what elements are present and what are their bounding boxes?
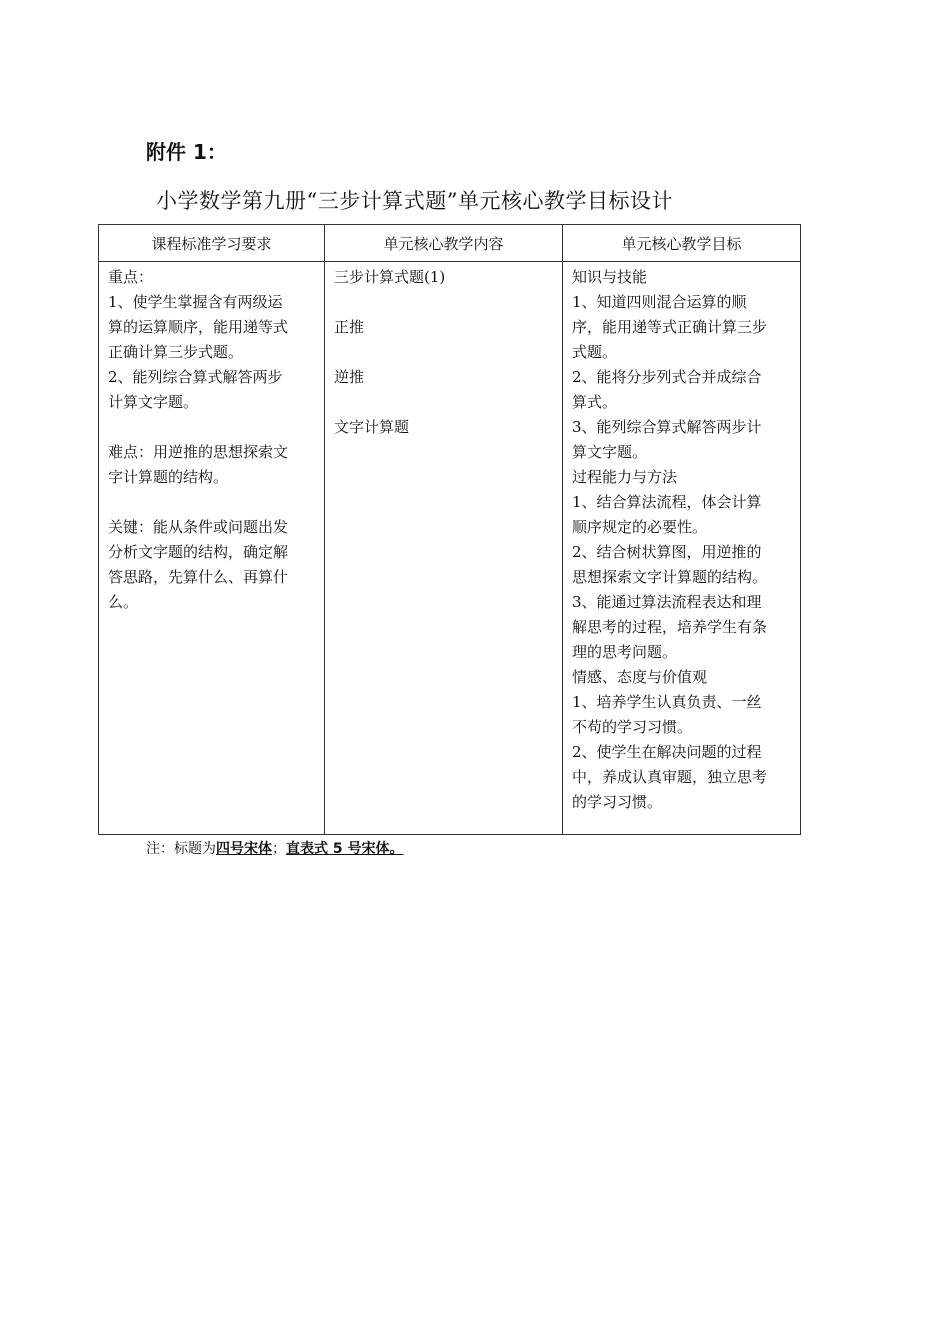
cell-core-content [325, 262, 563, 835]
attachment-label: 附件 1： [146, 140, 227, 164]
cell-text-line: 3、能通过算法流程表达和理 [572, 593, 762, 611]
cell-text-line: 1、结合算法流程，体会计算 [572, 493, 762, 511]
cell-text-line: 关键：能从条件或问题出发 [108, 518, 289, 536]
cell-text-line: 式题。 [572, 343, 618, 361]
header-core-objectives: 单元核心教学目标 [563, 225, 801, 262]
cell-text-line: 算的运算顺序，能用递等式 [108, 318, 289, 336]
cell-text-line: 2、能将分步列式合并成综合 [572, 368, 762, 386]
note-prefix: 注：标题为 [146, 841, 216, 857]
cell-text-line: 1、知道四则混合运算的顺 [572, 293, 747, 311]
cell-text-line: 逆推 [334, 368, 365, 386]
cell-text-line: 算式。 [572, 393, 618, 411]
cell-text-line: 思想探索文字计算题的结构。 [572, 568, 768, 586]
note-title-font: 四号宋体 [216, 841, 272, 857]
cell-text-line: 序，能用递等式正确计算三步 [572, 318, 768, 336]
cell-text-line [334, 340, 554, 365]
cell-text-line: 正推 [334, 318, 365, 336]
cell-text-line [334, 290, 554, 315]
cell-text-line: 2、能列综合算式解答两步 [108, 368, 283, 386]
cell-text-line: 情感、态度与价值观 [572, 668, 708, 686]
cell-text-line [334, 390, 554, 415]
cell-core-objectives [563, 262, 801, 835]
cell-text-line: 知识与技能 [572, 268, 648, 286]
cell-text-line: 么。 [108, 593, 139, 611]
cell-text-line: 顺序规定的必要性。 [572, 518, 708, 536]
cell-text-line: 答思路，先算什么、再算什 [108, 568, 289, 586]
cell-text-line: 中，养成认真审题，独立思考 [572, 768, 768, 786]
table-header-row [99, 225, 801, 262]
cell-text-line: 计算文字题。 [108, 393, 199, 411]
note-table-font: 直表式 5 号宋体。 [286, 841, 404, 857]
cell-text-line: 2、结合树状算图，用逆推的 [572, 543, 762, 561]
table-row [99, 262, 801, 835]
cell-text-line: 三步计算式题(1) [334, 268, 446, 286]
header-core-content: 单元核心教学内容 [325, 225, 563, 262]
cell-text-line: 解思考的过程，培养学生有条 [572, 618, 768, 636]
cell-text-line: 正确计算三步式题。 [108, 343, 244, 361]
cell-text-line: 理的思考问题。 [572, 643, 678, 661]
cell-text-line [108, 415, 316, 440]
cell-text-line: 算文字题。 [572, 443, 648, 461]
cell-text-line: 重点： [108, 268, 154, 286]
cell-text-line: 不苟的学习习惯。 [572, 718, 693, 736]
cell-curriculum-requirements [99, 262, 325, 835]
cell-text-line: 分析文字题的结构，确定解 [108, 543, 289, 561]
cell-text-line: 过程能力与方法 [572, 468, 678, 486]
cell-text-line: 难点：用逆推的思想探索文 [108, 443, 289, 461]
cell-text-line: 1、使学生掌握含有两级运 [108, 293, 283, 311]
cell-text-line [108, 490, 316, 515]
cell-text-line: 1、培养学生认真负责、一丝 [572, 693, 762, 711]
document-title: 小学数学第九册“三步计算式题”单元核心教学目标设计 [156, 189, 673, 213]
format-note [146, 838, 404, 860]
header-curriculum-requirements: 课程标准学习要求 [99, 225, 325, 262]
cell-text-line: 字计算题的结构。 [108, 468, 229, 486]
cell-text-line: 3、能列综合算式解答两步计 [572, 418, 762, 436]
cell-text-line: 文字计算题 [334, 418, 410, 436]
cell-text-line: 2、使学生在解决问题的过程 [572, 743, 762, 761]
cell-text-line: 的学习习惯。 [572, 793, 663, 811]
objectives-table [98, 224, 801, 835]
note-separator: ； [272, 841, 286, 857]
